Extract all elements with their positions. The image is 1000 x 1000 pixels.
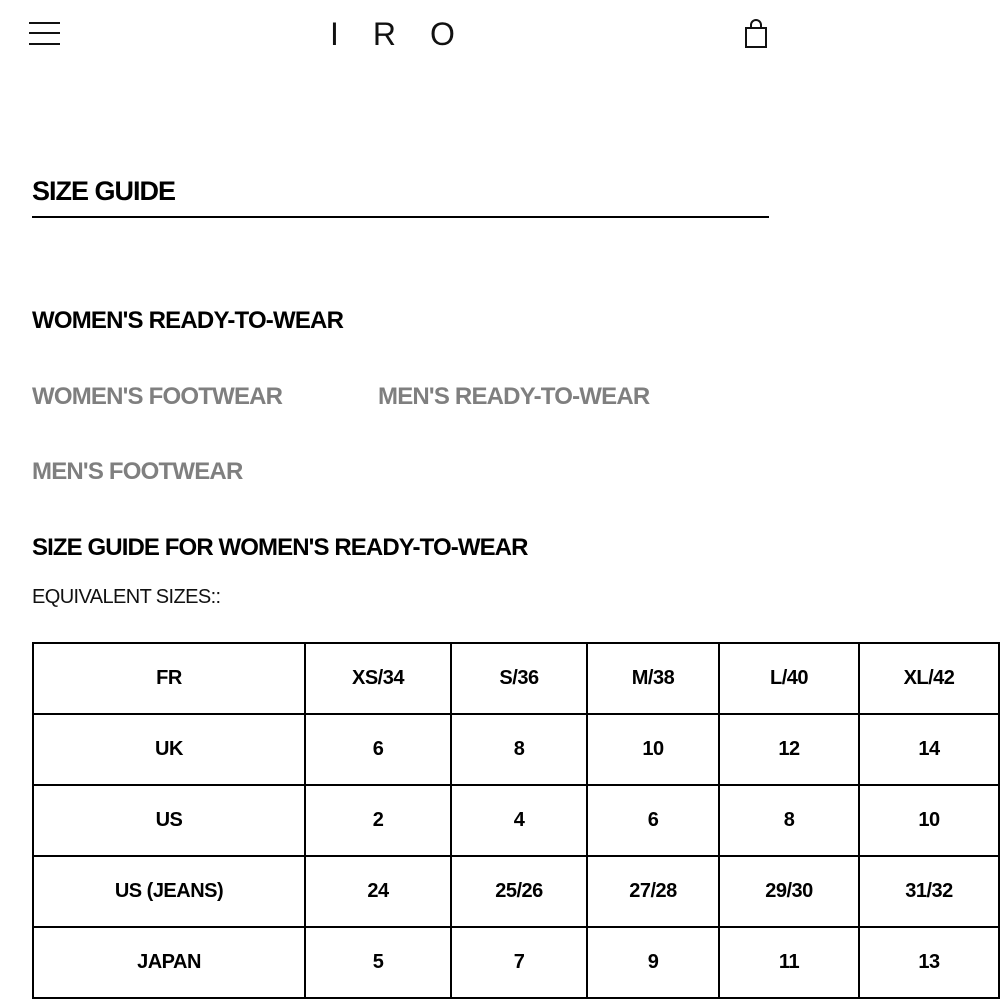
shopping-bag-icon[interactable] (743, 19, 769, 49)
table-row (33, 643, 999, 714)
table-cell: 8 (719, 785, 859, 856)
table-cell: 4 (451, 785, 587, 856)
table-cell: FR (33, 643, 305, 714)
table-cell: 9 (587, 927, 719, 998)
equivalent-sizes-label: EQUIVALENT SIZES:: (32, 586, 221, 608)
table-cell: 10 (587, 714, 719, 785)
table-cell: 6 (305, 714, 451, 785)
tab-womens-footwear[interactable]: WOMEN'S FOOTWEAR (32, 383, 283, 410)
table-cell: XL/42 (859, 643, 999, 714)
table-cell: US (33, 785, 305, 856)
table-cell: JAPAN (33, 927, 305, 998)
tab-womens-ready-to-wear[interactable]: WOMEN'S READY-TO-WEAR (32, 307, 344, 334)
hamburger-menu-icon[interactable] (29, 20, 61, 48)
brand-logo[interactable]: IRO (330, 16, 489, 52)
title-divider (32, 216, 769, 218)
table-row (33, 714, 999, 785)
table-cell: 8 (451, 714, 587, 785)
page-title: SIZE GUIDE (32, 176, 176, 206)
table-row (33, 927, 999, 998)
table-cell: 31/32 (859, 856, 999, 927)
table-cell: 12 (719, 714, 859, 785)
table-cell: UK (33, 714, 305, 785)
table-row (33, 856, 999, 927)
table-row (33, 785, 999, 856)
table-cell: 14 (859, 714, 999, 785)
table-cell: XS/34 (305, 643, 451, 714)
table-cell: 29/30 (719, 856, 859, 927)
table-cell: US (JEANS) (33, 856, 305, 927)
section-title: SIZE GUIDE FOR WOMEN'S READY-TO-WEAR (32, 534, 528, 561)
size-table (32, 642, 1000, 999)
table-cell: L/40 (719, 643, 859, 714)
table-cell: M/38 (587, 643, 719, 714)
table-cell: 27/28 (587, 856, 719, 927)
table-cell: 24 (305, 856, 451, 927)
table-cell: 25/26 (451, 856, 587, 927)
table-cell: 7 (451, 927, 587, 998)
table-cell: 6 (587, 785, 719, 856)
table-cell: S/36 (451, 643, 587, 714)
table-cell: 11 (719, 927, 859, 998)
tab-mens-ready-to-wear[interactable]: MEN'S READY-TO-WEAR (378, 383, 650, 410)
table-cell: 10 (859, 785, 999, 856)
table-cell: 5 (305, 927, 451, 998)
tab-mens-footwear[interactable]: MEN'S FOOTWEAR (32, 458, 243, 485)
table-cell: 13 (859, 927, 999, 998)
table-cell: 2 (305, 785, 451, 856)
